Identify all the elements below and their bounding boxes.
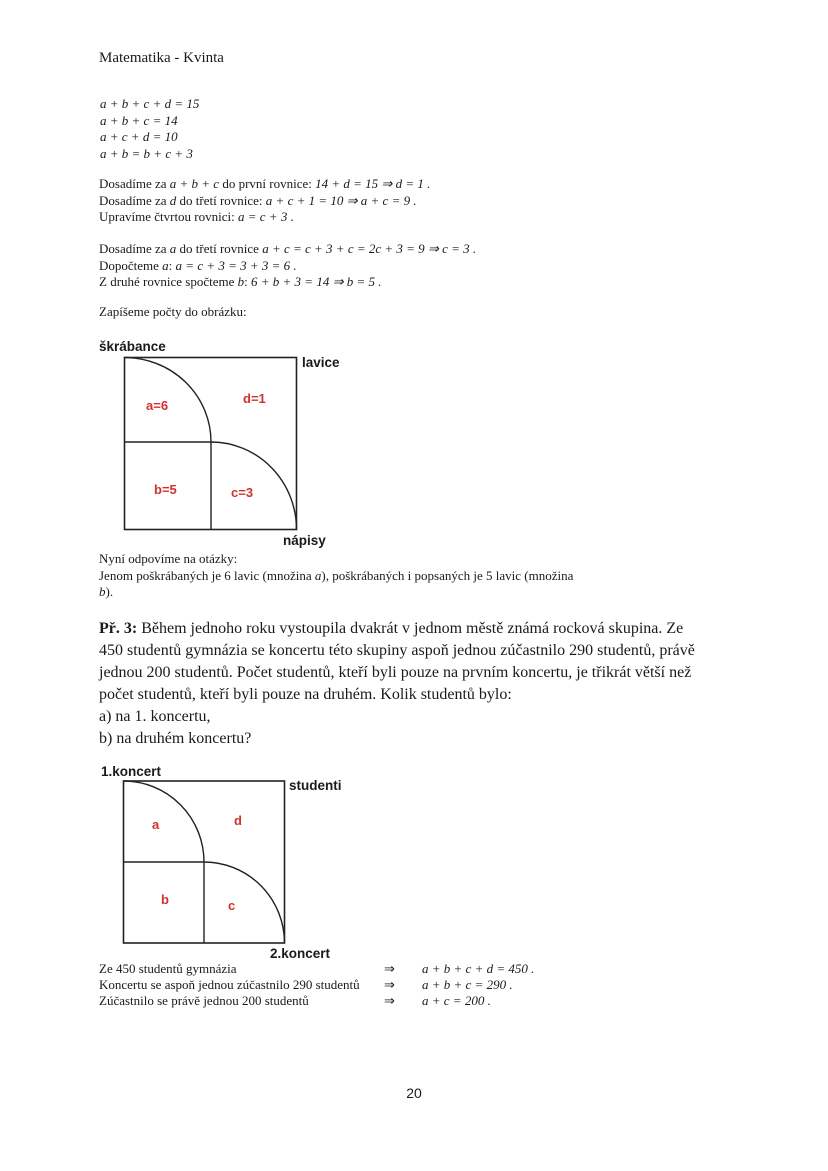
table-row-text: Koncertu se aspoň jednou zúčastnilo 290 studentů [99,977,360,992]
region-b-label: b [161,892,169,907]
region-a-label: a=6 [146,398,169,413]
table-row-equation: a + b + c + d = 450 . [422,961,535,976]
step-text: Upravíme čtvrtou rovnici: [99,209,238,224]
answer-text: ), poškrábaných i popsaných je 5 lavic (množina [321,567,574,583]
answer-var: b [99,584,106,599]
question-a: a) na 1. koncertu, [99,708,211,725]
region-c-label: c=3 [231,485,254,500]
set-label-concert-2: 2.koncert [270,946,331,961]
set-label-inscriptions: nápisy [283,533,326,548]
step-math: 14 + d = 15 ⇒ d = 1 . [315,176,431,191]
equation: a + b = b + c + 3 [100,145,193,161]
answer-text: Jenom poškrábaných je 6 lavic (množina [99,567,315,583]
step-math: a + c + 1 = 10 ⇒ a + c = 9 . [265,192,417,208]
step-text: : [168,257,176,273]
problem-label: Př. 3: [99,620,138,637]
region-b-label: b=5 [154,482,177,497]
region-c-label: c [228,898,236,913]
implies-arrow: ⇒ [384,977,395,992]
step-math: a [162,257,169,273]
write-counts-text: Zapíšeme počty do obrázku: [99,304,247,319]
table-row-text: Zúčastnilo se právě jednou 200 studentů [99,993,309,1008]
region-d-label: d [234,813,242,828]
table-row-text: Ze 450 studentů gymnázia [99,961,237,976]
step-math: a + b + c [169,176,220,191]
implies-arrow: ⇒ [384,961,395,976]
step-math: b [237,274,245,289]
region-a-label: a [152,817,160,832]
equation: a + b + c = 14 [100,112,178,128]
step-text: do třetí rovnice [176,241,263,256]
implies-arrow: ⇒ [384,993,395,1008]
step-text: do třetí rovnice: [176,192,266,208]
problem-text: Během jednoho roku vystoupila dvakrát v jednom městě známá rocková skupina. Ze [137,620,684,637]
question-b: b) na druhém koncertu? [99,730,252,747]
problem-line: počet studentů, kteří byli pouze na druhém. Kolik studentů bylo: [99,686,512,703]
step-text: Z druhé rovnice spočteme [99,274,238,289]
region-d-label: d=1 [243,391,266,406]
step-math: d [169,192,177,208]
arc-set-concert-1 [124,781,205,862]
step-math: a = c + 3 . [238,209,294,224]
universe-label-students: studenti [289,778,342,793]
equation: a + b + c + d = 15 [100,96,200,111]
step-math: a + c = c + 3 + c = 2c + 3 = 9 ⇒ c = 3 . [262,241,477,256]
problem-line: 450 studentů gymnázia se koncertu této skupiny aspoň jednou zúčastnilo 290 studentů, právě [99,642,695,659]
page-number: 20 [406,1085,422,1101]
set-label-concert-1: 1.koncert [101,764,162,779]
step-math: 6 + b + 3 = 14 ⇒ b = 5 . [251,274,382,289]
step-math: a = c + 3 = 3 + 3 = 6 . [175,257,297,273]
table-row-equation: a + c = 200 . [422,993,491,1008]
arc-set-concert-2 [204,862,285,943]
step-text: Dosadíme za [99,192,170,208]
problem-line: jednou 200 studentů. Počet studentů, kteří byli pouze na prvním koncertu, je třikrát větší než [99,664,692,681]
step-text: Dosadíme za [99,241,170,256]
step-text: Dosadíme za [99,176,170,191]
answer-text: ). [105,584,114,599]
answer-intro: Nyní odpovíme na otázky: [99,551,238,566]
universe-label-benches: lavice [302,355,340,370]
step-math: a [169,241,177,256]
table-row-equation: a + b + c = 290 . [422,977,513,992]
equation: a + c + d = 10 [100,129,178,144]
running-header: Matematika - Kvinta [99,50,224,66]
set-label-scratches: škrábance [99,339,166,354]
step-text: Dopočteme [99,257,163,273]
step-text: do první rovnice: [219,176,316,191]
step-text: : [244,274,251,289]
answer-var: a [314,567,322,583]
